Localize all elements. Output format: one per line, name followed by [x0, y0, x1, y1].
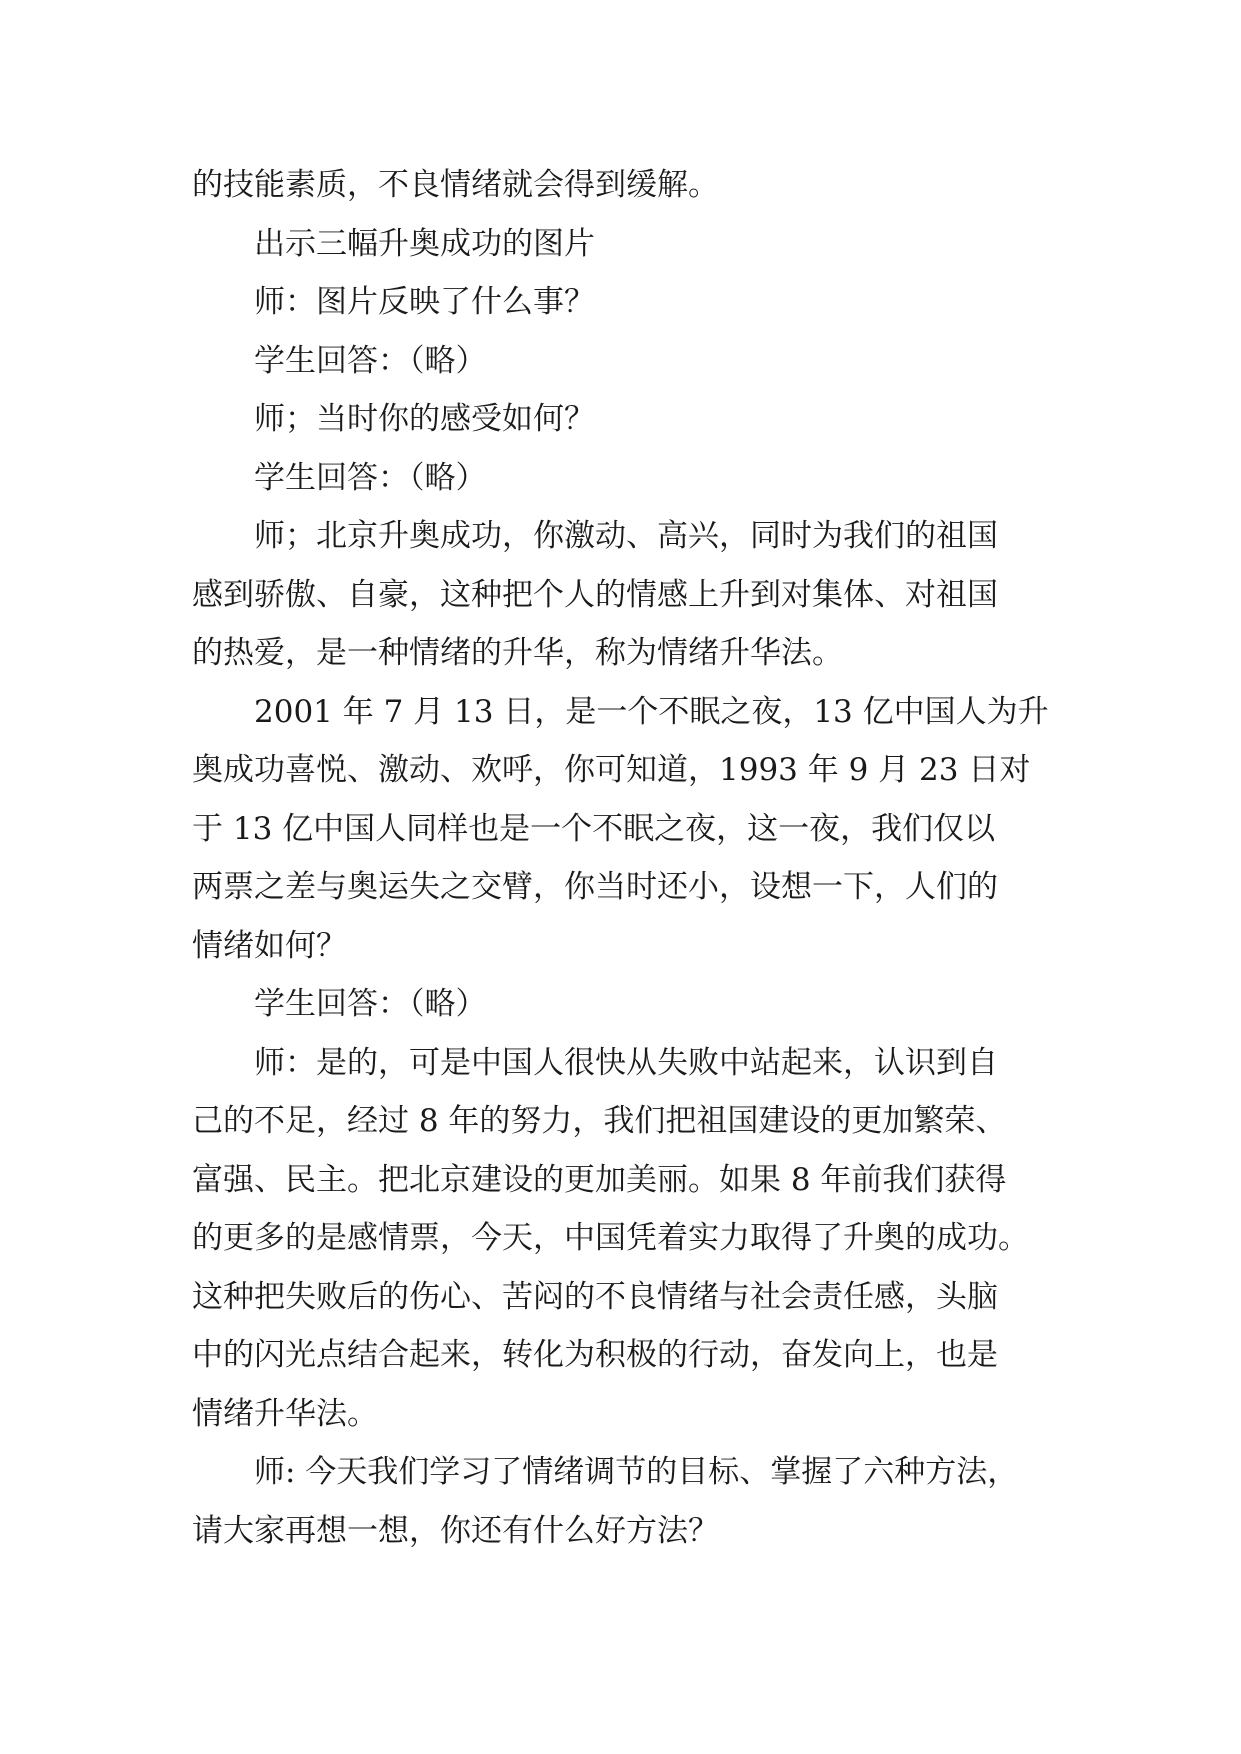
text-line: 学生回答：（略） — [254, 342, 487, 379]
text-line: 情绪升华法。 — [192, 1395, 378, 1432]
text-line: 的更多的是感情票，今天，中国凭着实力取得了升奥的成功。 — [192, 1220, 1029, 1256]
text-line: 于 13 亿中国人同样也是一个不眠之夜，这一夜，我们仅以 — [192, 810, 996, 847]
text-line: 2001 年 7 月 13 日，是一个不眠之夜，13 亿中国人为升 — [254, 693, 1049, 730]
text-line: 情绪如何？ — [192, 927, 347, 964]
text-line: 感到骄傲、自豪，这种把个人的情感上升到对集体、对祖国 — [192, 576, 998, 613]
text-line: 两票之差与奥运失之交臂，你当时还小，设想一下，人们的 — [192, 869, 998, 905]
text-line: 师：图片反映了什么事？ — [254, 284, 595, 320]
text-line: 出示三幅升奥成功的图片 — [254, 225, 595, 262]
text-line: 中的闪光点结合起来，转化为积极的行动，奋发向上，也是 — [192, 1337, 998, 1373]
text-line: 学生回答：（略） — [254, 986, 487, 1022]
text-line: 师；北京升奥成功，你激动、高兴，同时为我们的祖国 — [254, 518, 998, 554]
body-text — [192, 156, 1052, 1560]
text-line: 学生回答：（略） — [254, 459, 487, 496]
text-line: 师: 今天我们学习了情绪调节的目标、掌握了六种方法， — [254, 1454, 1019, 1490]
text-line: 奥成功喜悦、激动、欢呼，你可知道，1993 年 9 月 23 日对 — [192, 752, 1031, 788]
text-line: 师：是的，可是中国人很快从失败中站起来，认识到自 — [254, 1044, 998, 1081]
text-line: 的热爱，是一种情绪的升华，称为情绪升华法。 — [192, 635, 843, 671]
text-line: 师；当时你的感受如何？ — [254, 401, 595, 437]
text-line: 己的不足，经过 8 年的努力，我们把祖国建设的更加繁荣、 — [192, 1103, 1007, 1139]
text-line: 富强、民主。把北京建设的更加美丽。如果 8 年前我们获得 — [192, 1161, 1007, 1198]
text-line: 的技能素质，不良情绪就会得到缓解。 — [192, 167, 719, 203]
text-line: 这种把失败后的伤心、苦闷的不良情绪与社会责任感，头脑 — [192, 1278, 998, 1315]
text-line: 请大家再想一想，你还有什么好方法？ — [192, 1512, 719, 1549]
